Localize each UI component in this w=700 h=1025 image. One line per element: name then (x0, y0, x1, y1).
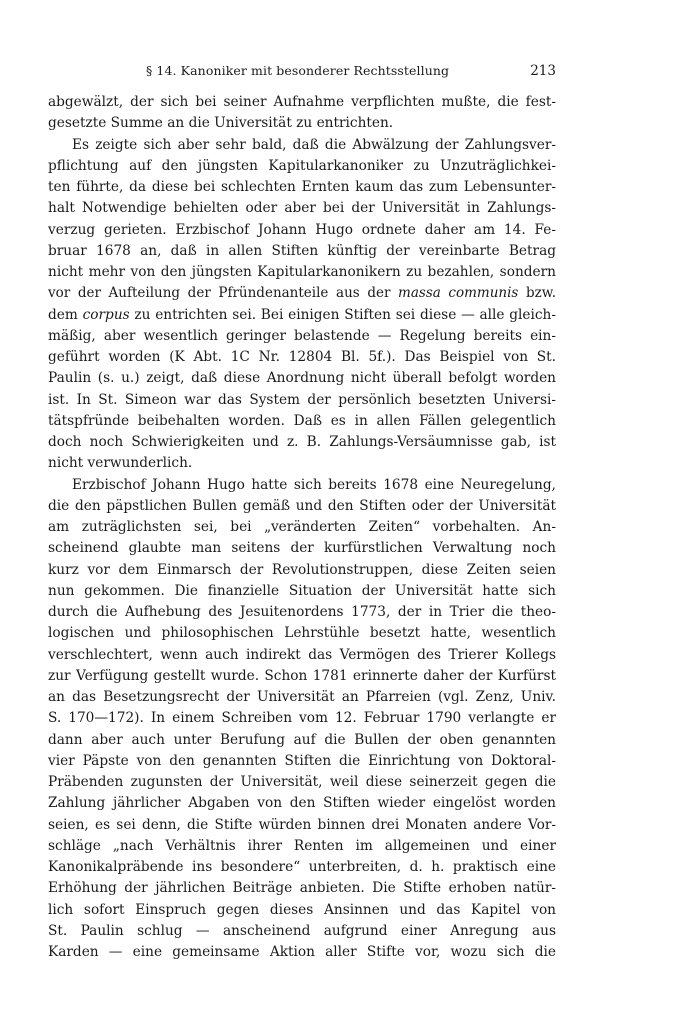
line-text: Karden — eine gemeinsame Aktion aller Stifte vor, wozu sich die (48, 944, 556, 960)
text-line (48, 581, 556, 602)
line-text: schläge „nach Verhältnis ihrer Renten im allgemeinen und einer (48, 837, 556, 854)
text-line (48, 666, 556, 687)
text-line (48, 793, 556, 814)
line-text: scheinend glaubte man seitens der kurfürstlichen Verwaltung noch (48, 540, 556, 557)
text-line (48, 921, 556, 942)
text-line (48, 645, 556, 666)
line-text-continued: bzw. (518, 285, 556, 302)
text-line (48, 220, 556, 241)
text-line (48, 241, 556, 262)
line-text: tätspfründe beibehalten worden. Daß es in allen Fällen gelegentlich (48, 412, 556, 429)
line-text: Präbenden zugunsten der Universität, weil diese seinerzeit gegen die (48, 774, 556, 790)
text-line (48, 687, 556, 708)
text-line (48, 326, 556, 347)
line-text: Erzbischof Johann Hugo hatte sich bereits 1678 eine Neuregelung, (72, 476, 556, 493)
line-text: vier Päpste von den genannten Stiften die Einrichtung von Doktoral- (48, 752, 556, 769)
text-line (48, 878, 556, 899)
text-line (48, 560, 556, 581)
line-text: logischen und philosophischen Lehrstühle besetzt hatte, wesentlich (48, 625, 556, 642)
line-text: gesetzte Summe an die Universität zu entrichten. (48, 115, 394, 132)
page-header (48, 61, 556, 81)
text-line (48, 411, 556, 432)
line-text: S. 170—172). In einem Schreiben vom 12. Februar 1790 verlangte er (48, 710, 556, 727)
line-text: Zahlung jährlicher Abgaben von den Stiften wieder eingelöst worden (48, 795, 556, 812)
line-text: seien, es sei denn, die Stifte würden binnen drei Monaten andere Vor- (48, 816, 556, 833)
text-line (48, 92, 556, 113)
text-line (48, 283, 556, 304)
body-text (48, 92, 556, 963)
text-line (48, 517, 556, 538)
text-line (48, 390, 556, 411)
line-text: Kanonikalpräbende ins besondere“ unterbreiten, d. h. praktisch eine (48, 859, 556, 875)
text-line (48, 730, 556, 751)
line-text: nicht verwunderlich. (48, 455, 193, 472)
text-line (48, 836, 556, 857)
text-line (48, 453, 556, 474)
line-text: zur Verfügung gestellt wurde. Schon 1781 erinnerte daher der Kurfürst (48, 667, 556, 684)
text-line (48, 305, 556, 326)
line-text: die den päpstlichen Bullen gemäß und den Stiften oder der Universität (48, 497, 556, 514)
line-text: ist. In St. Simeon war das System der persönlich besetzten Universi- (48, 391, 556, 408)
line-text: geführt worden (K Abt. 1C Nr. 12804 Bl. 5f.). Das Beispiel von St. (48, 349, 556, 365)
line-text: dem (48, 306, 83, 323)
line-text: durch die Aufhebung des Jesuitenordens 1773, der in Trier die theo- (48, 604, 556, 620)
text-line (48, 156, 556, 177)
line-text: an das Besetzungsrecht der Universität an Pfarreien (vgl. Zenz, Univ. (48, 689, 556, 705)
italic-term: corpus (82, 306, 130, 323)
text-line (48, 772, 556, 793)
text-line (48, 135, 556, 156)
text-line (48, 347, 556, 368)
line-text: vor der Aufteilung der Pfründenanteile aus der (48, 285, 399, 302)
running-head: § 14. Kanoniker mit besonderer Rechtsstellung (146, 63, 450, 78)
text-line (48, 857, 556, 878)
line-text: kurz vor dem Einmarsch der Revolutionstruppen, diese Zeiten seien (48, 561, 556, 578)
line-text: Paulin (s. u.) zeigt, daß diese Anordnung nicht überall befolgt worden (48, 370, 556, 387)
line-text: lich sofort Einspruch gegen dieses Ansinnen und das Kapitel von (48, 901, 556, 918)
text-line (48, 432, 556, 453)
text-line (48, 708, 556, 729)
page-number: 213 (530, 63, 556, 79)
line-text: Erhöhung der jährlichen Beiträge anbieten. Die Stifte erhoben natür- (48, 880, 556, 897)
text-line (48, 368, 556, 389)
line-text: verzug gerieten. Erzbischof Johann Hugo ordnete daher am 14. Fe- (48, 221, 556, 238)
text-line (48, 900, 556, 921)
text-line (48, 475, 556, 496)
line-text-continued: zu entrichten sei. Bei einigen Stiften sei diese — alle gleich- (129, 306, 556, 323)
line-text: doch noch Schwierigkeiten und z. B. Zahlungs-Versäumnisse gab, ist (48, 434, 556, 450)
line-text: verschlechtert, wenn auch indirekt das Vermögen des Trierer Kollegs (48, 646, 556, 663)
text-line (48, 751, 556, 772)
text-line (48, 942, 556, 963)
text-line (48, 177, 556, 198)
line-text: abgewälzt, der sich bei seiner Aufnahme verpflichten mußte, die fest- (48, 94, 556, 110)
line-text: dann aber auch unter Berufung auf die Bullen der oben genannten (48, 731, 556, 748)
line-text: mäßig, aber wesentlich geringer belastende — Regelung bereits ein- (48, 327, 556, 344)
line-text: nicht mehr von den jüngsten Kapitularkanonikern zu bezahlen, sondern (48, 264, 556, 280)
text-line (48, 113, 556, 134)
line-text: ten führte, da diese bei schlechten Ernten kaum das zum Lebensunter- (48, 179, 556, 195)
line-text: Es zeigte sich aber sehr bald, daß die Abwälzung der Zahlungsver- (72, 136, 556, 153)
line-text: St. Paulin schlug — anscheinend aufgrund einer Anregung aus (48, 922, 556, 939)
text-line (48, 496, 556, 517)
text-line (48, 262, 556, 283)
line-text: nun gekommen. Die finanzielle Situation der Universität hatte sich (48, 582, 556, 599)
italic-term: massa communis (398, 285, 519, 302)
text-line (48, 602, 556, 623)
text-line (48, 815, 556, 836)
line-text: pflichtung auf den jüngsten Kapitularkanoniker zu Unzuträglichkei- (48, 157, 556, 174)
line-text: bruar 1678 an, daß in allen Stiften künftig der vereinbarte Betrag (48, 242, 556, 259)
text-line (48, 538, 556, 559)
line-text: halt Notwendige behielten oder aber bei der Universität in Zahlungs- (48, 200, 556, 217)
text-line (48, 623, 556, 644)
line-text: am zuträglichsten sei, bei „veränderten Zeiten“ vorbehalten. An- (48, 519, 556, 535)
text-line (48, 198, 556, 219)
